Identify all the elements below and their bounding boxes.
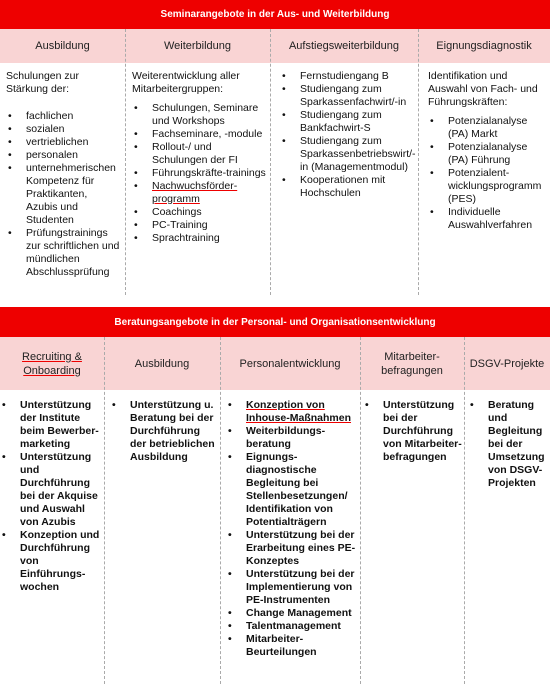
seminar-title: Seminarangebote in der Aus- und Weiterbildung [160, 9, 390, 20]
list-item: • unternehmerischen Kompetenz für Praktikanten, Azubis und Studenten [6, 162, 121, 227]
beratung-cell-dsgv [468, 399, 548, 490]
col-header-mitarbeiterbefragungen: Mitarbeiter-befragungen [381, 350, 443, 377]
col-header-aufstiegsweiterbildung: Aufstiegsweiterbildung [288, 40, 400, 52]
list-item: • personalen [6, 149, 121, 162]
divider [270, 29, 271, 295]
divider [125, 29, 126, 295]
divider [220, 337, 221, 684]
list-item: • Nachwuchsförder-programm [132, 180, 268, 206]
list-item: • Prüfungstrainings zur schriftlichen und mündlichen Abschlussprüfung [6, 227, 121, 279]
divider [360, 337, 361, 684]
list-item: • Unterstützung u. Beratung bei der Durchführung der betrieblichen Ausbildung [110, 399, 218, 464]
list-item: • Unterstützung und Durchführung bei der Akquise und Auswahl von Azubis [0, 451, 100, 529]
list-item: • Potenzialanalyse (PA) Markt [428, 115, 546, 141]
list-item: • vertrieblichen [6, 136, 121, 149]
list-item: • Rollout-/ und Schulungen der FI [132, 141, 268, 167]
divider [464, 337, 465, 684]
list-item: • Schulungen, Seminare und Workshops [132, 102, 268, 128]
divider [418, 29, 419, 295]
list-item: • PC-Training [132, 219, 268, 232]
list-item: • Fernstudiengang B [280, 70, 414, 83]
beratung-cell-mitarbeiterbefragungen [363, 399, 463, 464]
col-header-eignungsdiagnostik: Eignungsdiagnostik [436, 40, 532, 52]
list-item: • Beratung und Begleitung bei der Umsetzung von DSGV-Projekten [468, 399, 548, 490]
list-item: • Unterstützung bei der Durchführung von Mitarbeiter-befragungen [363, 399, 463, 464]
list-item: • Sprachtraining [132, 232, 268, 245]
seminar-cell-ausbildung [6, 70, 121, 279]
list-item: • Studiengang zum Sparkassenbetriebswirt/-in (Managementmodul) [280, 135, 414, 174]
list-item: • Unterstützung bei der Erarbeitung eines PE-Konzeptes [226, 529, 358, 568]
list-item: • Potenzialent-wicklungsprogramm (PES) [428, 167, 546, 206]
beratung-title: Beratungsangebote in der Personal- und Organisationsentwicklung [114, 316, 436, 328]
list-item: • Konzeption von Inhouse-Maßnahmen [226, 399, 358, 425]
seminar-cell-weiterbildung [132, 70, 268, 245]
cell-intro: Weiterentwicklung aller Mitarbeitergruppen: [132, 70, 240, 95]
col-header-personalentwicklung: Personalentwicklung [239, 357, 341, 370]
divider [104, 337, 105, 684]
list-item: • Studiengang zum Sparkassenfachwirt/-in [280, 83, 414, 109]
list-item: • Führungskräfte-trainings [132, 167, 268, 180]
list-item: • fachlichen [6, 110, 121, 123]
list-item: • Potenzialanalyse (PA) Führung [428, 141, 546, 167]
col-header-recruiting-label: Recruiting & Onboarding [22, 350, 82, 377]
beratung-cell-recruiting [0, 399, 100, 594]
list-item: • Mitarbeiter-Beurteilungen [226, 633, 358, 659]
list-item: • Weiterbildungs-beratung [226, 425, 358, 451]
list-item: • sozialen [6, 123, 121, 136]
cell-intro: Schulungen zur Stärkung der: [6, 70, 79, 95]
seminar-title-band [0, 0, 550, 29]
list-item: • Fachseminare, -module [132, 128, 268, 141]
beratung-title-band [0, 307, 550, 337]
list-item: • Unterstützung der Institute beim Bewerber-marketing [0, 399, 100, 451]
beratung-cell-personalentwicklung [226, 399, 358, 659]
col-header-recruiting [0, 337, 104, 390]
list-item: • Konzeption und Durchführung von Einführungs-wochen [0, 529, 100, 594]
list-item: • Change Management [226, 607, 358, 620]
list-item: • Studiengang zum Bankfachwirt-S [280, 109, 414, 135]
seminar-cell-eignung [428, 70, 546, 232]
list-item: • Coachings [132, 206, 268, 219]
seminar-cell-aufstieg [280, 70, 414, 200]
list-item: • Eignungs-diagnostische Begleitung bei Stellenbesetzungen/ Identifikation von Potentialträgern [226, 451, 358, 529]
cell-intro: Identifikation und Auswahl von Fach- und Führungskräften: [428, 70, 538, 108]
list-item: • Kooperationen mit Hochschulen [280, 174, 414, 200]
col-header-ausbildung-beratung: Ausbildung [134, 357, 190, 370]
col-header-dsgv: DSGV-Projekte [469, 357, 545, 370]
col-header-ausbildung: Ausbildung [35, 40, 90, 52]
list-item: • Talentmanagement [226, 620, 358, 633]
list-item: • Individuelle Auswahlverfahren [428, 206, 546, 232]
beratung-cell-ausbildung [110, 399, 218, 464]
col-header-weiterbildung: Weiterbildung [163, 40, 232, 52]
list-item: • Unterstützung bei der Implementierung von PE-Instrumenten [226, 568, 358, 607]
